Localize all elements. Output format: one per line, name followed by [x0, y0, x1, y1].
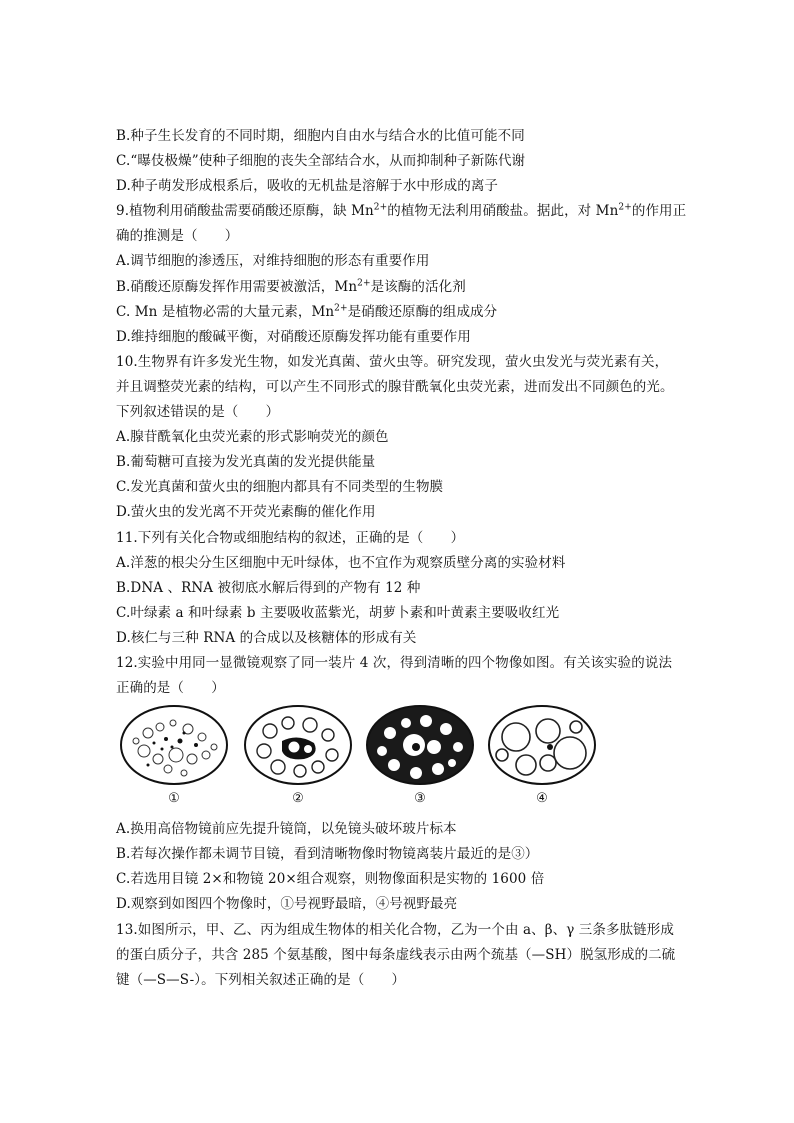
- q12-option-d: D.观察到如图四个物像时，①号视野最暗，④号视野最亮: [116, 896, 458, 913]
- figure-1: [118, 703, 230, 807]
- q12-stem-line1: 12.实验中用同一显微镜观察了同一装片 4 次，得到清晰的四个物像如图。有关该实验的说法: [116, 654, 673, 671]
- q12-option-c: C.若选用目镜 2×和物镜 20×组合观察，则物像面积是实物的 1600 倍: [116, 871, 545, 888]
- q9-option-a: A.调节细胞的渗透压，对维持细胞的形态有重要作用: [116, 253, 430, 270]
- q10-stem-line1: 10.生物界有许多发光生物，如发光真菌、萤火虫等。研究发现，萤火虫发光与荧光素有关，: [116, 353, 669, 370]
- q10-stem-line2: 并且调整荧光素的结构，可以产生不同形式的腺苷酰氧化虫荧光素，进而发出不同颜色的光。: [116, 378, 674, 395]
- figure-3: [364, 703, 476, 807]
- microscope-view-1-image: [118, 703, 230, 787]
- q13-stem-line1: 13.如图所示，甲、乙、丙为组成生物体的相关化合物，乙为一个由 a、β、γ 三条多肽链形成: [116, 921, 674, 938]
- q11-option-c: C.叶绿素 a 和叶绿素 b 主要吸收蓝紫光，胡萝卜素和叶黄素主要吸收红光: [116, 604, 560, 621]
- microscope-view-4-image: [486, 703, 598, 787]
- microscope-view-3-image: [364, 703, 476, 787]
- figure-3-label: ③: [414, 791, 426, 807]
- microscope-view-2-image: [242, 703, 354, 787]
- q9-stem-line2: 确的推测是（ ）: [116, 228, 239, 245]
- q8-option-d: D.种子萌发形成根系后，吸收的无机盐是溶解于水中形成的离子: [116, 178, 499, 195]
- q11-option-d: D.核仁与三种 RNA 的合成以及核糖体的形成有关: [116, 629, 417, 646]
- figure-2-label: ②: [292, 791, 304, 807]
- q8-option-b: B.种子生长发育的不同时期，细胞内自由水与结合水的比值可能不同: [116, 128, 525, 144]
- q9-option-b: B.硝酸还原酶发挥作用需要被激活，$Mn^{2+}$是该酶的活化剂: [116, 278, 466, 295]
- q11-option-a: A.洋葱的根尖分生区细胞中无叶绿体，也不宜作为观察质壁分离的实验材料: [116, 554, 566, 571]
- q11-stem: 11.下列有关化合物或细胞结构的叙述，正确的是（ ）: [116, 529, 465, 546]
- q10-stem-line3: 下列叙述错误的是（ ）: [116, 404, 280, 421]
- q10-option-b: B.葡萄糖可直接为发光真菌的发光提供能量: [116, 454, 376, 471]
- q12-option-b: B.若每次操作都未调节目镜，看到清晰物像时物镜离装片最近的是③）: [116, 846, 539, 863]
- microscope-figures: [116, 703, 686, 815]
- figure-4: [486, 703, 598, 807]
- q12-option-a: A.换用高倍物镜前应先提升镜筒，以免镜头破坏玻片标本: [116, 821, 457, 838]
- q13-stem-line2: 的蛋白质分子，共含 285 个氨基酸，图中每条虚线表示由两个巯基（—SH）脱氢形成的二硫: [116, 946, 676, 963]
- q13-stem-line3: 键（—S—S-）。下列相关叙述正确的是（ ）: [116, 971, 406, 988]
- q12-stem-line2: 正确的是（ ）: [116, 680, 225, 697]
- q10-option-a: A.腺苷酰氧化虫荧光素的形式影响荧光的颜色: [116, 429, 389, 446]
- q10-option-c: C.发光真菌和萤火虫的细胞内都具有不同类型的生物膜: [116, 479, 444, 496]
- q8-option-c: C.“曝伎极燥”使种子细胞的丧失全部结合水，从而抑制种子新陈代谢: [116, 153, 526, 170]
- q9-option-c: C. Mn 是植物必需的大量元素，$Mn^{2+}$是硝酸还原酶的组成成分: [116, 303, 498, 320]
- q9-option-d: D.维持细胞的酸碱平衡，对硝酸还原酶发挥功能有重要作用: [116, 328, 471, 345]
- figure-1-label: ①: [168, 791, 180, 807]
- page-content: [116, 124, 686, 993]
- q11-option-b: B.DNA 、RNA 被彻底水解后得到的产物有 12 种: [116, 579, 421, 596]
- q9-stem-line1: 9.植物利用硝酸盐需要硝酸还原酶，缺 $Mn^{2+}$的植物无法利用硝酸盐。据此，对 $Mn^{2+}$的作用正: [116, 202, 687, 220]
- q10-option-d: D.萤火虫的发光离不开荧光素酶的催化作用: [116, 504, 376, 521]
- figure-4-label: ④: [536, 791, 548, 807]
- figure-2: [242, 703, 354, 807]
